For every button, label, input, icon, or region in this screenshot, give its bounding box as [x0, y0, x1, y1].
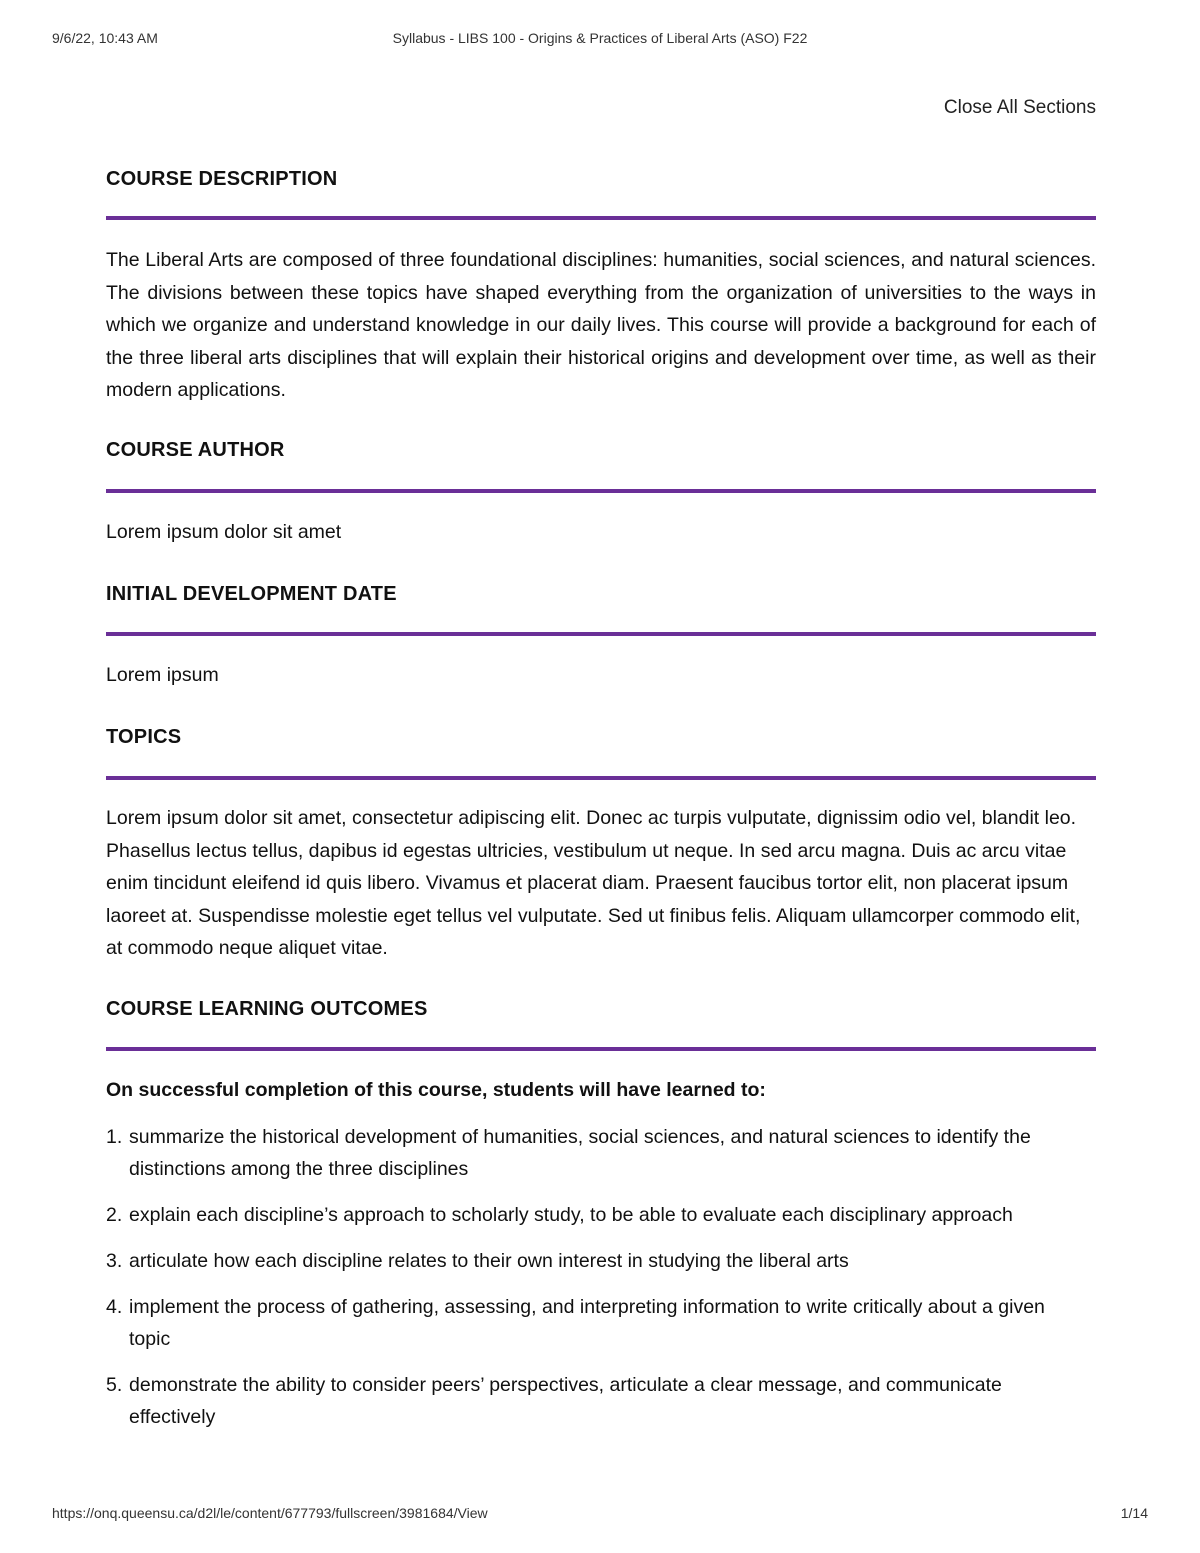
section-heading-course-description[interactable]: COURSE DESCRIPTION	[106, 168, 338, 190]
section-divider	[106, 1047, 1096, 1051]
topics-text: Lorem ipsum dolor sit amet, consectetur adipiscing elit. Donec ac turpis vulputate, dignissim odio vel, blandit leo. Phasellus lectus tellus, dapibus id egestas ultricies, vestibulum ut neque. In sed arcu magna. Duis ac arcu vitae enim tincidunt eleifend id quis libero. Vivamus et placerat diam. Praesent faucibus tortor elit, non placerat ipsum laoreet at. Suspendisse molestie eget tellus vel vulputate. Sed ut finibus felis. Aliquam ullamcorper commodo elit, at commodo neque aliquet vitae.	[106, 807, 1081, 959]
list-item-number: 1.	[106, 1126, 123, 1148]
page-number: 1/14	[1120, 1505, 1148, 1521]
print-date: 9/6/22, 10:43 AM	[52, 30, 158, 46]
list-item	[106, 1121, 1066, 1185]
list-item-number: 4.	[106, 1296, 123, 1318]
list-item	[106, 1291, 1066, 1355]
list-item-text: explain each discipline’s approach to scholarly study, to be able to evaluate each disciplinary approach	[129, 1204, 1013, 1226]
outcomes-list	[106, 1121, 1066, 1447]
list-item-number: 3.	[106, 1250, 123, 1272]
list-item	[106, 1199, 1066, 1231]
list-item-number: 2.	[106, 1204, 123, 1226]
section-divider	[106, 489, 1096, 493]
print-title: Syllabus - LIBS 100 - Origins & Practices of Liberal Arts (ASO) F22	[392, 30, 808, 46]
print-header	[52, 30, 1148, 50]
course-author-text: Lorem ipsum dolor sit amet	[106, 521, 342, 543]
section-heading-course-learning-outcomes[interactable]: COURSE LEARNING OUTCOMES	[106, 998, 428, 1020]
list-item-number: 5.	[106, 1374, 123, 1396]
section-heading-initial-development-date[interactable]: INITIAL DEVELOPMENT DATE	[106, 583, 397, 605]
print-footer	[52, 1505, 1148, 1525]
section-heading-course-author[interactable]: COURSE AUTHOR	[106, 439, 285, 461]
list-item	[106, 1245, 1066, 1277]
list-item-text: summarize the historical development of humanities, social sciences, and natural sciences to identify the distinctions among the three disciplines	[129, 1126, 1031, 1180]
section-heading-topics[interactable]: TOPICS	[106, 726, 182, 748]
section-divider	[106, 216, 1096, 220]
list-item	[106, 1369, 1066, 1433]
section-divider	[106, 776, 1096, 780]
list-item-text: demonstrate the ability to consider peers’ perspectives, articulate a clear message, and communicate effectively	[129, 1374, 1002, 1428]
close-all-sections-button[interactable]: Close All Sections	[943, 97, 1096, 118]
list-item-text: implement the process of gathering, assessing, and interpreting information to write critically about a given topic	[129, 1296, 1045, 1350]
outcomes-lead-text: On successful completion of this course, students will have learned to:	[106, 1079, 766, 1101]
section-divider	[106, 632, 1096, 636]
initial-development-date-text: Lorem ipsum	[106, 664, 219, 686]
print-url: https://onq.queensu.ca/d2l/le/content/677793/fullscreen/3981684/View	[52, 1505, 488, 1521]
course-description-text: The Liberal Arts are composed of three foundational disciplines: humanities, social sciences, and natural sciences. The divisions between these topics have shaped everything from the organization of universities to the ways in which we organize and understand knowledge in our daily lives. This course will provide a background for each of the three liberal arts disciplines that will explain their historical origins and development over time, as well as their modern applications.	[106, 249, 1096, 401]
list-item-text: articulate how each discipline relates to their own interest in studying the liberal arts	[129, 1250, 849, 1272]
